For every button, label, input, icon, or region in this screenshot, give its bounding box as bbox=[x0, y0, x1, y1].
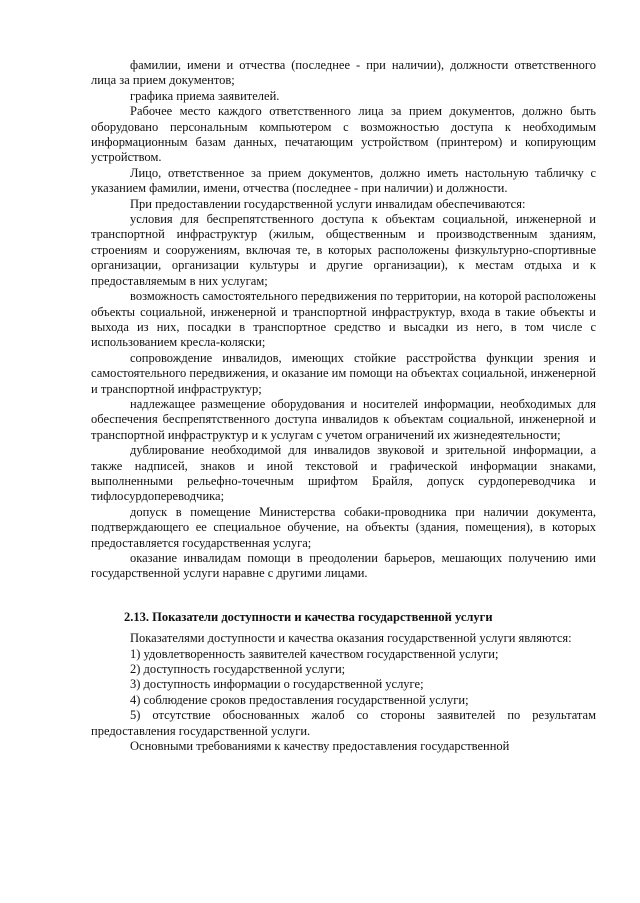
paragraph: Лицо, ответственное за прием документов, должно иметь настольную табличку с указанием фамилии, имени, отчества (последнее - при наличии) и должности. bbox=[91, 165, 596, 196]
list-item: 1) удовлетворенность заявителей качеством государственной услуги; bbox=[130, 646, 499, 661]
paragraph: Рабочее место каждого ответственного лица за прием документов, должно быть оборудовано персональным компьютером с возможностью доступа к необходимым информационным базам данных, печатающим устройством (принтером) и копирующим устройством. bbox=[91, 104, 596, 165]
list-item: 3) доступность информации о государственной услуге; bbox=[130, 677, 424, 692]
paragraph: Основными требованиями к качеству предоставления государственной bbox=[130, 739, 510, 754]
section-heading: 2.13. Показатели доступности и качества государственной услуги bbox=[124, 609, 493, 624]
paragraph: сопровождение инвалидов, имеющих стойкие расстройства функции зрения и самостоятельного передвижения, и оказание им помощи на объектах социальной, инженерной и транспортной инфраструктур; bbox=[91, 350, 596, 396]
paragraph: возможность самостоятельного передвижения по территории, на которой расположены объекты социальной, инженерной и транспортной инфраструктур, входа в такие объекты и выхода из них, посадки в транспортное средство и высадки из него, в том числе с использованием кресла-коляски; bbox=[91, 289, 596, 350]
list-item: 2) доступность государственной услуги; bbox=[130, 662, 346, 677]
document-page bbox=[91, 58, 596, 754]
paragraph: надлежащее размещение оборудования и носителей информации, необходимых для обеспечения беспрепятственного доступа инвалидов к объектам социальной, инженерной и транспортной инфраструктур и к услугам с учетом ограничений их жизнедеятельности; bbox=[91, 396, 596, 442]
paragraph: оказание инвалидам помощи в преодолении барьеров, мешающих получению ими государственной услуги наравне с другими лицами. bbox=[91, 551, 596, 581]
paragraph: дублирование необходимой для инвалидов звуковой и зрительной информации, а также надписей, знаков и иной текстовой и графической информации знаками, выполненными рельефно-точечным шрифтом Брайля, допуск сурдопереводчика и тифлосурдопереводчика; bbox=[91, 443, 596, 504]
paragraph: При предоставлении государственной услуги инвалидам обеспечиваются: bbox=[130, 196, 526, 211]
list-item: 5) отсутствие обоснованных жалоб со стороны заявителей по результатам предоставления государственной услуги. bbox=[91, 708, 596, 738]
paragraph: условия для беспрепятственного доступа к объектам социальной, инженерной и транспортной инфраструктур (жилым, общественным и производственным зданиям, строениям и сооружениям, включая те, в которых расположены физкультурно-спортивные организации, организации культуры и другие организации), к местам отдыха и к предоставляемым в них услугам; bbox=[91, 212, 596, 288]
section-gap bbox=[91, 582, 596, 597]
paragraph: графика приема заявителей. bbox=[130, 88, 280, 103]
paragraph: допуск в помещение Министерства собаки-проводника при наличии документа, подтверждающего ее специальное обучение, на объекты (здания, помещения), в которых предоставляется государственная услуга; bbox=[91, 504, 596, 550]
list-item: 4) соблюдение сроков предоставления государственной услуги; bbox=[130, 692, 469, 707]
paragraph: Показателями доступности и качества оказания государственной услуги являются: bbox=[130, 631, 572, 646]
paragraph: фамилии, имени и отчества (последнее - при наличии), должности ответственного лица за прием документов; bbox=[91, 58, 596, 88]
